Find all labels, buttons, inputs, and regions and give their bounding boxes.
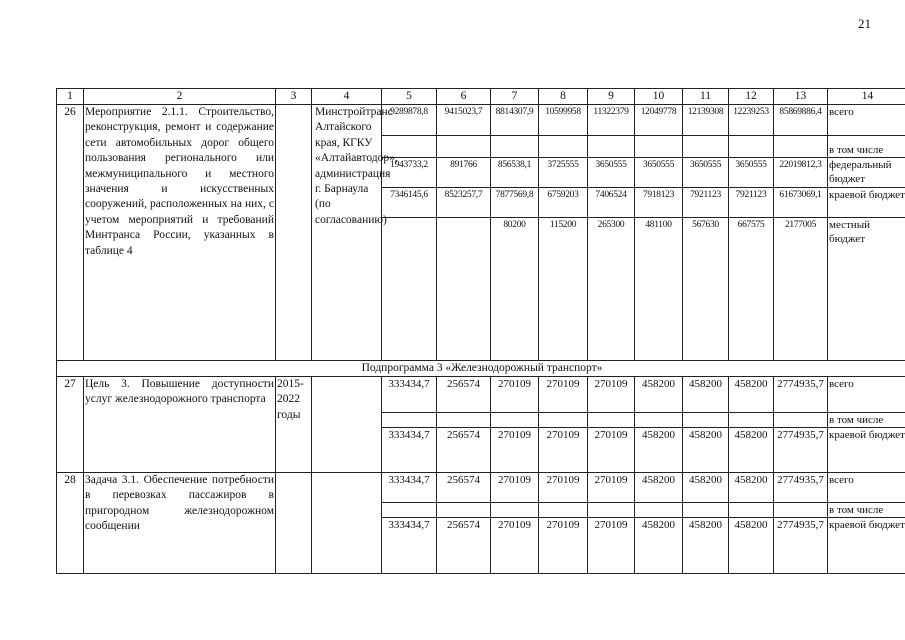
value-cell	[382, 218, 437, 361]
value-cell	[635, 503, 683, 518]
value-cell: 61673069,1	[774, 188, 828, 218]
value-cell: 333434,7	[382, 473, 437, 503]
value-cell: 12139308	[683, 105, 729, 136]
header-cell: 13	[774, 89, 828, 105]
value-cell: 8523257,7	[437, 188, 491, 218]
value-cell: 333434,7	[382, 377, 437, 413]
value-cell	[437, 503, 491, 518]
value-cell: 3650555	[635, 158, 683, 188]
value-cell	[588, 503, 635, 518]
value-cell	[635, 136, 683, 158]
value-cell	[539, 413, 588, 428]
value-cell: 11322379	[588, 105, 635, 136]
funding-source: в том числе	[828, 413, 905, 428]
header-cell: 4	[312, 89, 382, 105]
value-cell: 7918123	[635, 188, 683, 218]
header-cell: 8	[539, 89, 588, 105]
value-cell: 3650555	[588, 158, 635, 188]
value-cell: 270109	[491, 473, 539, 503]
value-cell	[683, 136, 729, 158]
executor-cell	[312, 377, 382, 473]
funding-source: местный бюджет	[828, 218, 905, 361]
term-cell: 2015-2022 годы	[276, 377, 312, 473]
funding-source: всего	[828, 105, 905, 136]
value-cell: 80200	[491, 218, 539, 361]
row-number: 28	[57, 473, 84, 574]
value-cell: 7877569,8	[491, 188, 539, 218]
value-cell	[774, 503, 828, 518]
value-cell	[729, 136, 774, 158]
value-cell	[437, 136, 491, 158]
value-cell: 567630	[683, 218, 729, 361]
value-cell: 7921123	[729, 188, 774, 218]
value-cell: 6759203	[539, 188, 588, 218]
value-cell: 270109	[491, 428, 539, 473]
value-cell	[683, 413, 729, 428]
header-cell: 10	[635, 89, 683, 105]
value-cell: 270109	[539, 428, 588, 473]
value-cell: 458200	[729, 428, 774, 473]
value-cell: 481100	[635, 218, 683, 361]
value-cell: 115200	[539, 218, 588, 361]
table-row	[57, 105, 905, 136]
value-cell: 12049778	[635, 105, 683, 136]
header-cell: 7	[491, 89, 539, 105]
value-cell: 256574	[437, 473, 491, 503]
value-cell: 270109	[588, 518, 635, 574]
value-cell: 333434,7	[382, 518, 437, 574]
measure-name: Мероприятие 2.1.1. Строительство, реконструкция, ремонт и содержание сети автомобильных дорог общего пользования регионального или межмуниципального и местного значения и искусственных сооружений, расположенных на них, с учетом мероприятий и требований Минтранса России, указанных в таблице 4	[84, 105, 276, 361]
funding-source: федеральный бюджет	[828, 158, 905, 188]
measure-name: Цель 3. Повышение доступности услуг железнодорожного транспорта	[84, 377, 276, 473]
value-cell	[491, 503, 539, 518]
value-cell: 2177005	[774, 218, 828, 361]
funding-source: краевой бюджет	[828, 428, 905, 473]
value-cell: 7406524	[588, 188, 635, 218]
header-cell: 14	[828, 89, 905, 105]
header-cell: 12	[729, 89, 774, 105]
value-cell: 458200	[635, 428, 683, 473]
value-cell	[588, 136, 635, 158]
value-cell	[491, 413, 539, 428]
value-cell: 2774935,7	[774, 473, 828, 503]
value-cell: 9289878,8	[382, 105, 437, 136]
row-number: 27	[57, 377, 84, 473]
header-cell: 5	[382, 89, 437, 105]
executor-cell: Минстройтранс Алтайского края, КГКУ «Алтайавтодор», администрация г. Барнаула (по согласованию)	[312, 105, 382, 361]
value-cell: 12239253	[729, 105, 774, 136]
value-cell: 265300	[588, 218, 635, 361]
value-cell: 7921123	[683, 188, 729, 218]
header-cell: 3	[276, 89, 312, 105]
term-cell	[276, 105, 312, 361]
header-cell: 2	[84, 89, 276, 105]
value-cell: 270109	[588, 473, 635, 503]
value-cell	[774, 136, 828, 158]
value-cell: 458200	[635, 377, 683, 413]
value-cell: 270109	[539, 518, 588, 574]
funding-source: в том числе	[828, 503, 905, 518]
value-cell	[437, 413, 491, 428]
value-cell: 1943733,2	[382, 158, 437, 188]
value-cell: 458200	[683, 428, 729, 473]
value-cell: 270109	[539, 377, 588, 413]
value-cell	[539, 136, 588, 158]
value-cell	[588, 413, 635, 428]
value-cell: 10599958	[539, 105, 588, 136]
value-cell: 7346145,6	[382, 188, 437, 218]
measure-name: Задача 3.1. Обеспечение потребности в перевозках пассажиров в пригородном железнодорожном сообщении	[84, 473, 276, 574]
value-cell: 85869886,4	[774, 105, 828, 136]
value-cell: 9415023,7	[437, 105, 491, 136]
header-cell: 9	[588, 89, 635, 105]
value-cell: 458200	[635, 518, 683, 574]
row-number: 26	[57, 105, 84, 361]
value-cell	[382, 503, 437, 518]
header-cell: 6	[437, 89, 491, 105]
term-cell	[276, 473, 312, 574]
value-cell: 458200	[683, 377, 729, 413]
value-cell: 667575	[729, 218, 774, 361]
value-cell: 458200	[683, 473, 729, 503]
table-row	[57, 473, 905, 503]
value-cell: 270109	[588, 377, 635, 413]
value-cell: 458200	[683, 518, 729, 574]
value-cell: 458200	[729, 518, 774, 574]
value-cell: 256574	[437, 518, 491, 574]
value-cell: 2774935,7	[774, 518, 828, 574]
value-cell: 891766	[437, 158, 491, 188]
value-cell: 270109	[491, 377, 539, 413]
funding-source: всего	[828, 377, 905, 413]
page-number: 21	[858, 16, 871, 31]
value-cell	[437, 218, 491, 361]
funding-source: в том числе	[828, 136, 905, 158]
value-cell	[729, 503, 774, 518]
funding-source: краевой бюджет	[828, 518, 905, 574]
value-cell: 256574	[437, 428, 491, 473]
header-row	[57, 89, 905, 105]
value-cell: 3650555	[729, 158, 774, 188]
funding-source: всего	[828, 473, 905, 503]
value-cell: 3725555	[539, 158, 588, 188]
value-cell	[539, 503, 588, 518]
value-cell: 8814307,9	[491, 105, 539, 136]
executor-cell	[312, 473, 382, 574]
value-cell: 270109	[491, 518, 539, 574]
value-cell: 856538,1	[491, 158, 539, 188]
table-row	[57, 377, 905, 413]
header-cell: 1	[57, 89, 84, 105]
value-cell: 3650555	[683, 158, 729, 188]
value-cell: 2774935,7	[774, 428, 828, 473]
value-cell	[729, 413, 774, 428]
value-cell: 458200	[729, 473, 774, 503]
value-cell	[491, 136, 539, 158]
header-cell: 11	[683, 89, 729, 105]
value-cell: 458200	[729, 377, 774, 413]
value-cell: 22019812,3	[774, 158, 828, 188]
value-cell: 270109	[539, 473, 588, 503]
value-cell: 333434,7	[382, 428, 437, 473]
value-cell	[683, 503, 729, 518]
value-cell	[382, 413, 437, 428]
value-cell	[635, 413, 683, 428]
subprogram-title: Подпрограмма 3 «Железнодорожный транспорт»	[57, 361, 905, 377]
value-cell: 270109	[588, 428, 635, 473]
value-cell: 256574	[437, 377, 491, 413]
budget-table	[56, 88, 905, 574]
subprogram-row	[57, 361, 905, 377]
value-cell: 2774935,7	[774, 377, 828, 413]
value-cell: 458200	[635, 473, 683, 503]
funding-source: краевой бюджет	[828, 188, 905, 218]
value-cell	[774, 413, 828, 428]
